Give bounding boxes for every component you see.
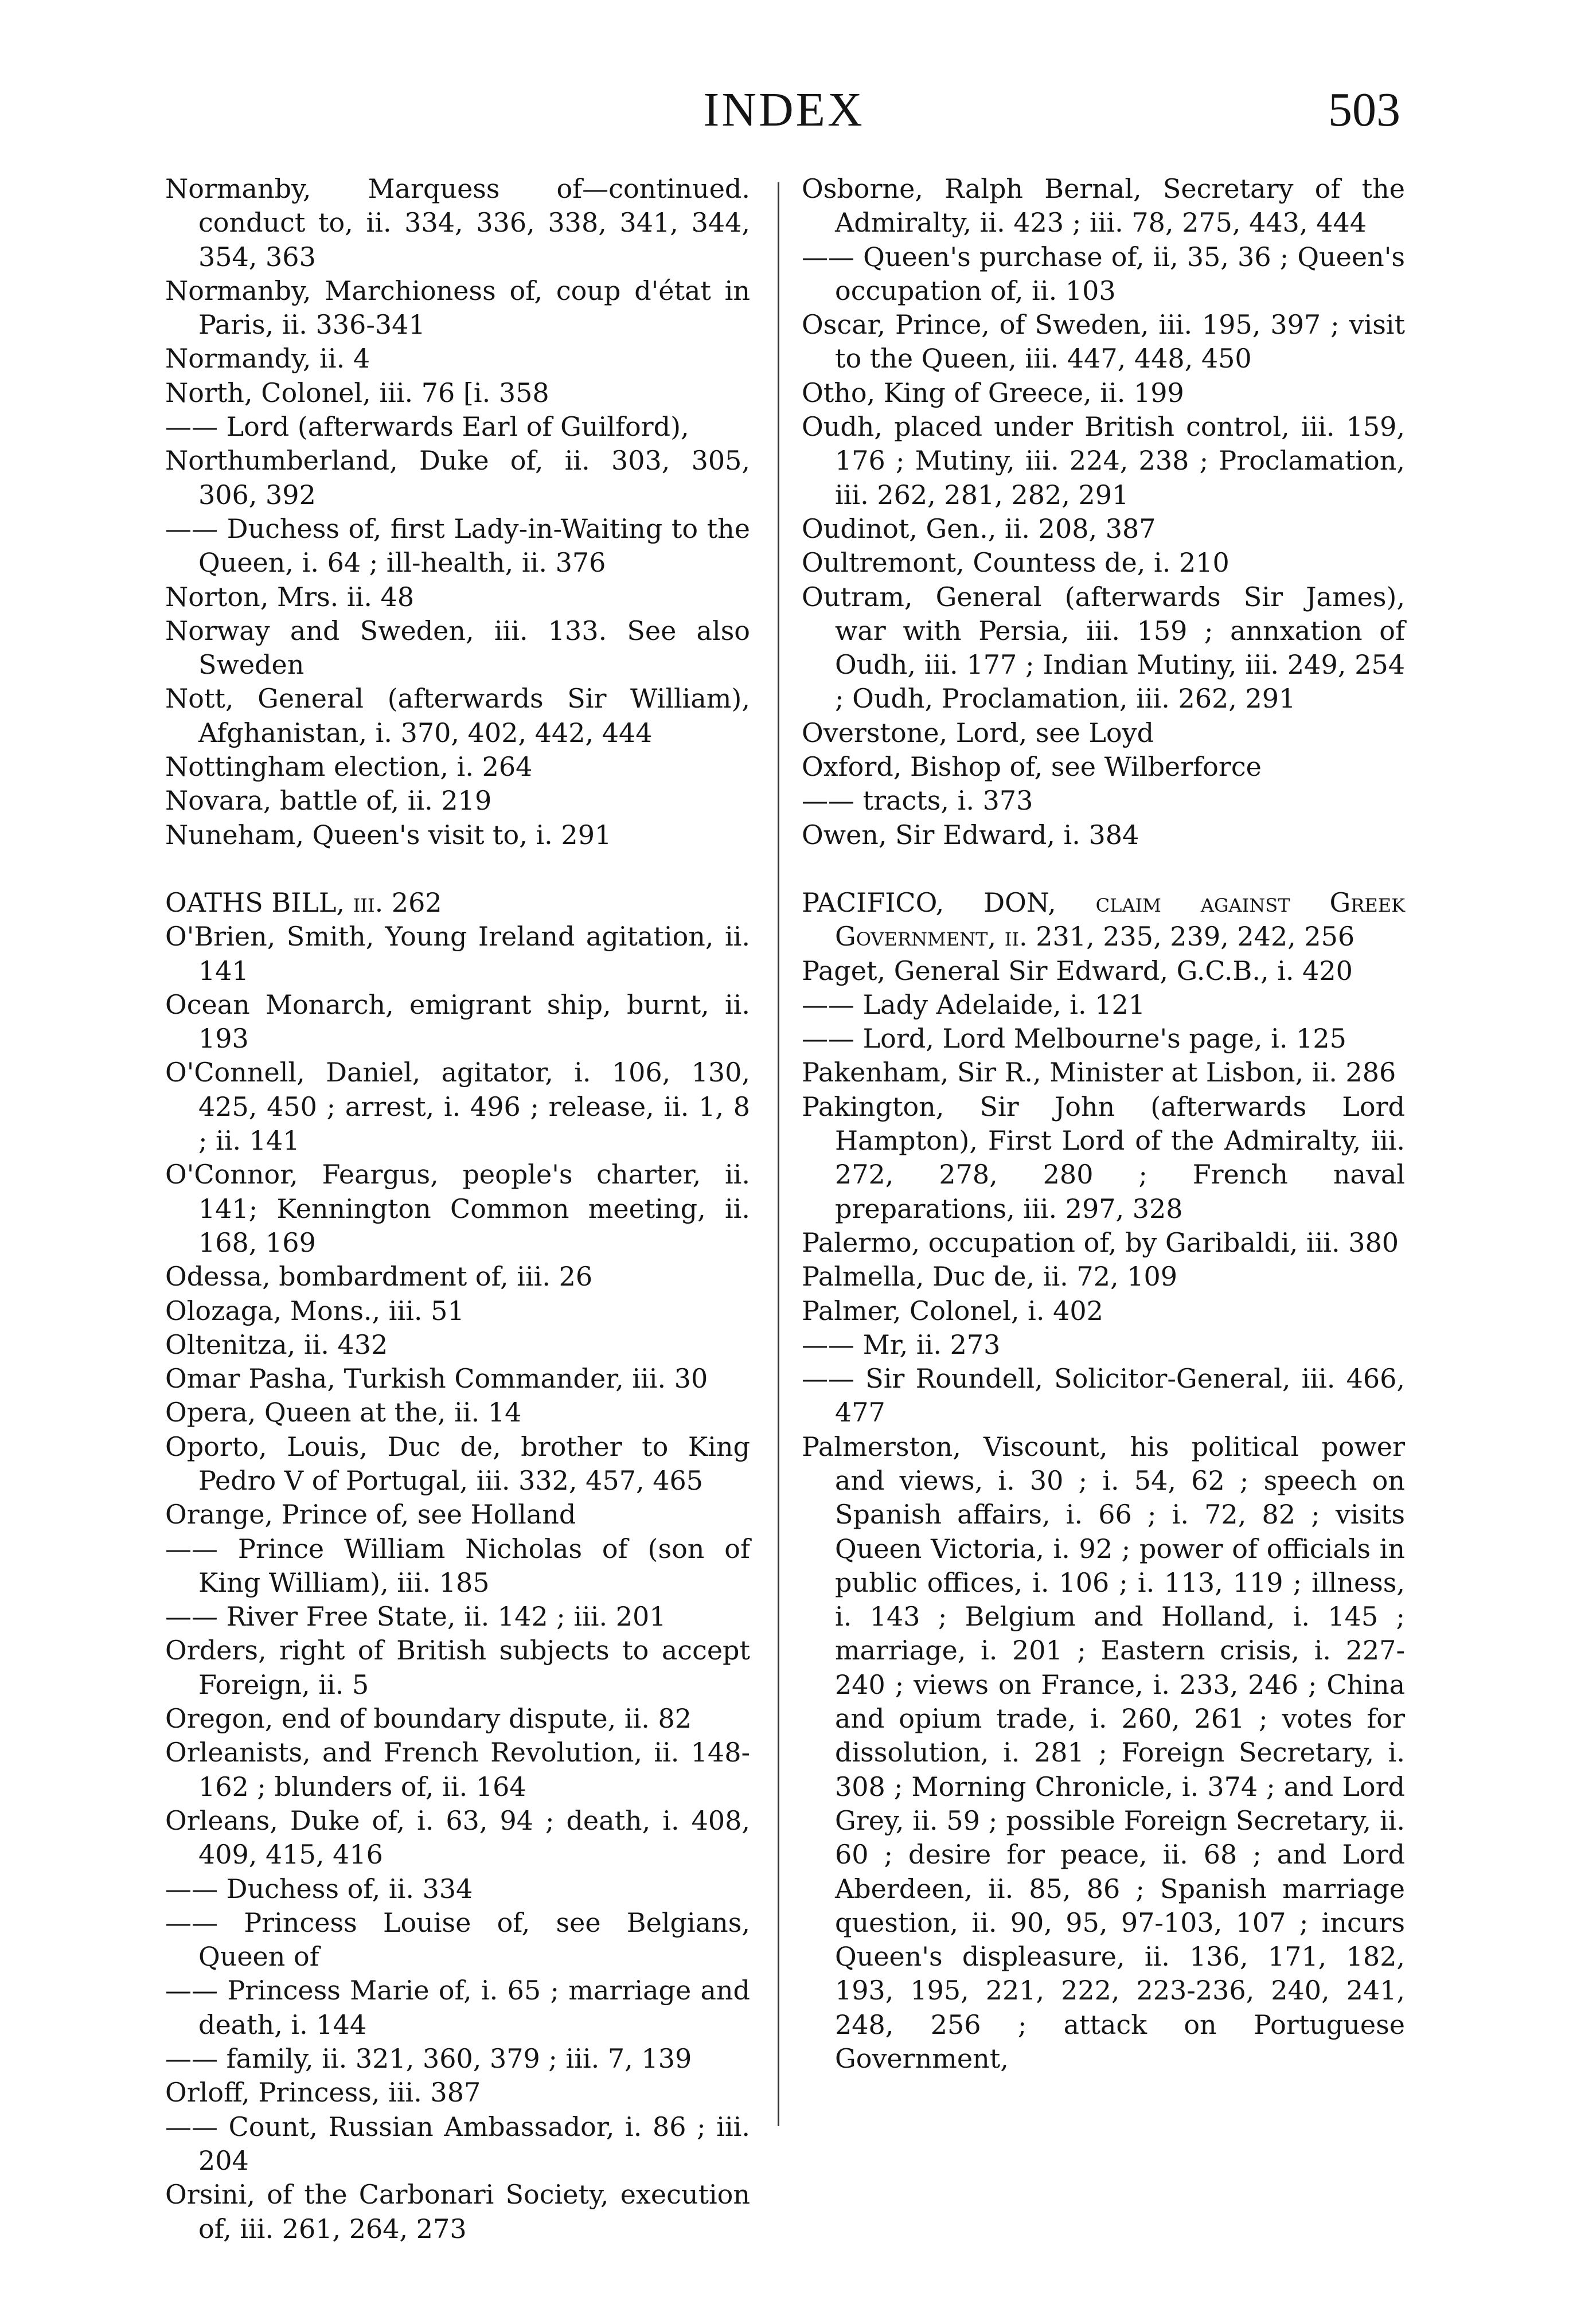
page-number: 503 [1328,83,1400,136]
index-entry: Palmerston, Viscount, his political power and views, i. 30 ; i. 54, 62 ; speech on Spanish affairs, i. 66 ; i. 72, 82 ; visits Queen Victoria, i. 92 ; power of officials in public offices, i. 106 ; i. 113, 119 ; illness, i. 143 ; Belgium and Holland, i. 145 ; marriage, i. 201 ; Eastern crisis, i. 227-240 ; views on France, i. 233, 246 ; China and opium trade, i. 260, 261 ; votes for dissolution, i. 281 ; Foreign Secretary, i. 308 ; Morning Chronicle, i. 374 ; and Lord Grey, ii. 59 ; possible Foreign Secretary, ii. 60 ; desire for peace, ii. 68 ; and Lord Aberdeen, ii. 85, 86 ; Spanish marriage question, ii. 90, 95, 97-103, 107 ; incurs Queen's displeasure, ii. 136, 171, 182, 193, 195, 221, 222, 223-236, 240, 241, 248, 256 ; attack on Portuguese Government, [802,1431,1405,2075]
index-entry: Odessa, bombardment of, iii. 26 [165,1261,593,1292]
index-entry: PACIFICO, DON, claim against Greek Government, ii. 231, 235, 239, 242, 256 [802,886,1405,952]
index-entry: —— Sir Roundell, Solicitor-General, iii. 466, 477 [802,1363,1405,1428]
index-entry: Orders, right of British subjects to accept Foreign, ii. 5 [165,1635,750,1700]
index-entry: Paget, General Sir Edward, G.C.B., i. 420 [802,955,1353,986]
index-entry: O'Brien, Smith, Young Ireland agitation, ii. 141 [165,921,750,986]
index-entry: Orange, Prince of, see Holland [165,1499,576,1530]
index-entry: Osborne, Ralph Bernal, Secretary of the Admiralty, ii. 423 ; iii. 78, 275, 443, 444 [802,173,1405,239]
index-entry: Northumberland, Duke of, ii. 303, 305, 306, 392 [165,445,750,510]
index-entry: Norway and Sweden, iii. 133. See also Sweden [165,615,750,681]
index-entry: —— Lady Adelaide, i. 121 [802,989,1146,1020]
index-entry: Oscar, Prince, of Sweden, iii. 195, 397 ; visit to the Queen, iii. 447, 448, 450 [802,309,1405,374]
index-entry: Normanby, Marchioness of, coup d'état in Paris, ii. 336-341 [165,275,750,341]
index-entry: Nottingham election, i. 264 [165,751,533,783]
index-entry: Orleans, Duke of, i. 63, 94 ; death, i. 408, 409, 415, 416 [165,1804,750,1870]
index-entry: Olozaga, Mons., iii. 51 [165,1295,465,1326]
index-entry: —— Princess Marie of, i. 65 ; marriage and death, i. 144 [165,1975,750,2040]
page-header [167,83,1400,155]
column-divider [778,182,779,2126]
index-entry: Pakington, Sir John (afterwards Lord Hampton), First Lord of the Admiralty, iii. 272, 278, 280 ; French naval preparations, iii. 297, 328 [802,1091,1405,1224]
index-entry: —— family, ii. 321, 360, 379 ; iii. 7, 139 [165,2043,692,2075]
index-entry: Normandy, ii. 4 [165,343,370,374]
index-entry: Orsini, of the Carbonari Society, execution of, iii. 261, 264, 273 [165,2179,750,2244]
index-entry: Normanby, Marquess of—continued. conduct to, ii. 334, 336, 338, 341, 344, 354, 363 [165,173,750,272]
index-entry: Opera, Queen at the, ii. 14 [165,1397,522,1428]
index-entry: —— Queen's purchase of, ii, 35, 36 ; Queen's occupation of, ii. 103 [802,241,1405,306]
index-entry: Oudh, placed under British control, iii. 159, 176 ; Mutiny, iii. 224, 238 ; Proclamation, iii. 262, 281, 282, 291 [802,411,1405,510]
index-entry: Norton, Mrs. ii. 48 [165,581,415,612]
index-entry: Pakenham, Sir R., Minister at Lisbon, ii. 286 [802,1057,1396,1088]
index-entry: Outram, General (afterwards Sir James), war with Persia, iii. 159 ; annxation of Oudh, iii. 177 ; Indian Mutiny, iii. 249, 254 ; Oudh, Proclamation, iii. 262, 291 [802,581,1405,714]
index-entry: —— Duchess of, ii. 334 [165,1873,473,1904]
index-entry: Palmer, Colonel, i. 402 [802,1295,1103,1326]
index-entry: —— Lord (afterwards Earl of Guilford), [165,411,689,443]
index-entry: —— Prince William Nicholas of (son of King William), iii. 185 [165,1533,750,1598]
index-entry: Oregon, end of boundary dispute, ii. 82 [165,1703,692,1735]
index-entry: Orloff, Princess, iii. 387 [165,2077,481,2108]
index-entry: Orleanists, and French Revolution, ii. 148-162 ; blunders of, ii. 164 [165,1737,750,1802]
index-entry: Overstone, Lord, see Loyd [802,717,1154,748]
index-entry: —— Duchess of, first Lady-in-Waiting to the Queen, i. 64 ; ill-health, ii. 376 [165,513,750,579]
left-column [165,172,750,2246]
index-entry: Oltenitza, ii. 432 [165,1329,388,1360]
index-entry: —— Count, Russian Ambassador, i. 86 ; iii. 204 [165,2111,750,2176]
index-entry: O'Connor, Feargus, people's charter, ii. 141; Kennington Common meeting, ii. 168, 169 [165,1159,750,1258]
index-entry: Palermo, occupation of, by Garibaldi, iii. 380 [802,1227,1399,1258]
index-entry: Nuneham, Queen's visit to, i. 291 [165,819,612,850]
index-entry: Nott, General (afterwards Sir William), Afghanistan, i. 370, 402, 442, 444 [165,683,750,748]
index-entry: Oudinot, Gen., ii. 208, 387 [802,513,1156,544]
index-entry: —— River Free State, ii. 142 ; iii. 201 [165,1601,666,1632]
right-column [802,172,1405,2076]
index-entry: Oxford, Bishop of, see Wilberforce [802,751,1262,783]
index-entry: —— tracts, i. 373 [802,785,1033,817]
index-entry: Novara, battle of, ii. 219 [165,785,492,817]
index-entry: —— Princess Louise of, see Belgians, Queen of [165,1907,750,1973]
index-entry: Owen, Sir Edward, i. 384 [802,819,1139,850]
index-entry: Otho, King of Greece, ii. 199 [802,377,1184,408]
index-entry: Palmella, Duc de, ii. 72, 109 [802,1261,1178,1292]
index-entry: Oporto, Louis, Duc de, brother to King Pedro V of Portugal, iii. 332, 457, 465 [165,1431,750,1496]
index-entry: North, Colonel, iii. 76 [i. 358 [165,377,549,408]
index-entry: Ocean Monarch, emigrant ship, burnt, ii. 193 [165,989,750,1054]
index-entry: Omar Pasha, Turkish Commander, iii. 30 [165,1363,708,1395]
index-entry: O'Connell, Daniel, agitator, i. 106, 130, 425, 450 ; arrest, i. 496 ; release, ii. 1, 8 ; ii. 141 [165,1057,750,1157]
index-entry: Oultremont, Countess de, i. 210 [802,547,1229,579]
page-title: INDEX [703,83,865,136]
index-entry: —— Lord, Lord Melbourne's page, i. 125 [802,1023,1346,1054]
index-entry: —— Mr, ii. 273 [802,1329,1001,1360]
index-entry: OATHS BILL, iii. 262 [165,886,442,918]
